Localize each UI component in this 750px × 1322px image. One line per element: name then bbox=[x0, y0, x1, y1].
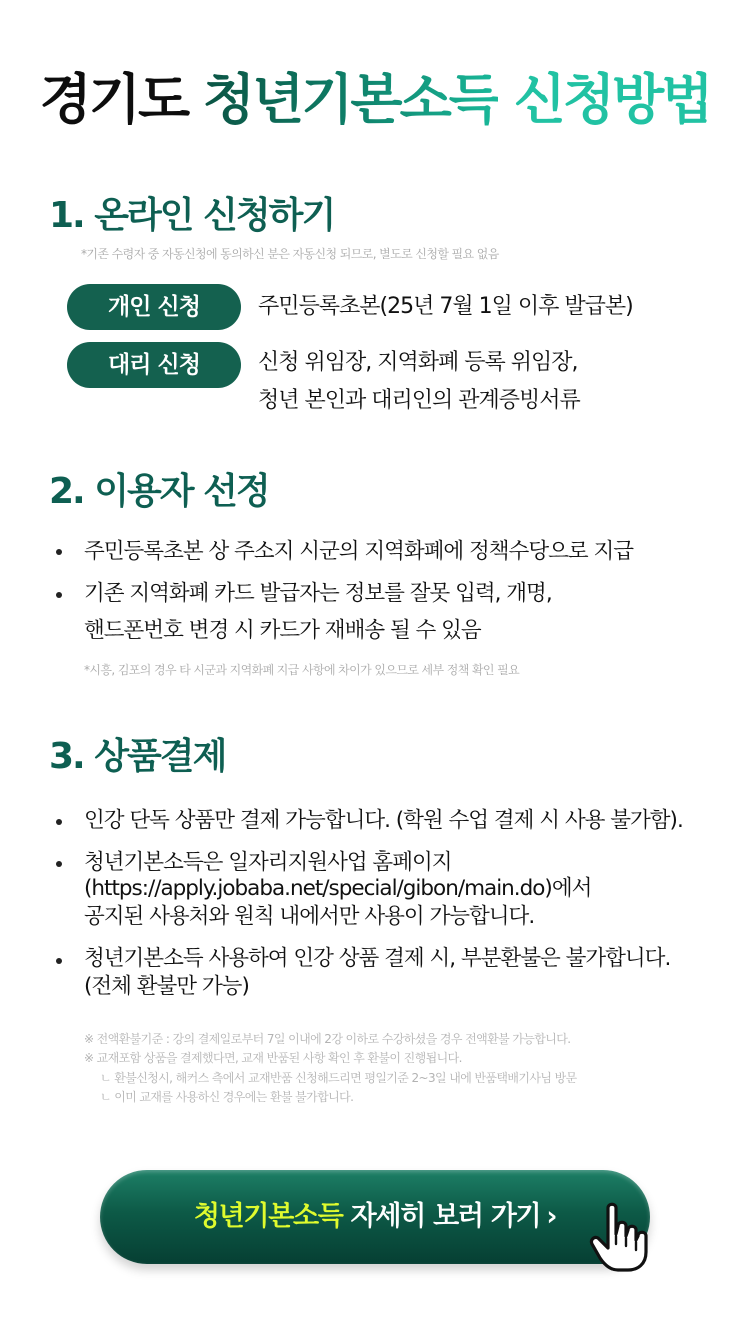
proxy-application-docs-line-2: 청년 본인과 대리인의 관계증빙서류 bbox=[258, 388, 580, 413]
personal-application-badge: 개인 신청 bbox=[67, 284, 241, 330]
personal-application-docs: 주민등록초본(25년 7월 1일 이후 발급본) bbox=[258, 294, 633, 319]
title-part-program: 청년기본소득 bbox=[202, 68, 498, 131]
refund-policy-line-4: ㄴ 이미 교재를 사용하신 경우에는 환불 불가합니다. bbox=[100, 1090, 354, 1104]
payment-bullet-2-line-2: (https://apply.jobaba.net/special/gibon/main.do)에서 bbox=[84, 876, 592, 901]
title-part-method: 신청방법 bbox=[497, 68, 711, 131]
pointing-hand-icon bbox=[588, 1200, 650, 1274]
auto-application-note: *기존 수령자 중 자동신청에 동의하신 분은 자동신청 되므로, 별도로 신청할 필요 없음 bbox=[81, 247, 499, 261]
siheung-gimpo-note: *시흥, 김포의 경우 타 시군과 지역화폐 지급 사항에 차이가 있으므로 세부 정책 확인 필요 bbox=[84, 663, 520, 677]
cta-text: 자세히 보러 가기 bbox=[342, 1201, 541, 1232]
view-details-button[interactable] bbox=[100, 1170, 650, 1264]
payment-bullet-3-line-2: (전체 환불만 가능) bbox=[84, 974, 249, 999]
title-part-region: 경기도 bbox=[39, 68, 203, 131]
selection-bullet-2-line-2: 핸드폰번호 변경 시 카드가 재배송 될 수 있음 bbox=[84, 618, 481, 643]
refund-policy-line-1: ※ 전액환불기준 : 강의 결제일로부터 7일 이내에 2강 이하로 수강하셨을 경우 전액환불 가능합니다. bbox=[84, 1032, 571, 1046]
chevron-right-icon: › bbox=[546, 1201, 557, 1232]
proxy-application-badge: 대리 신청 bbox=[67, 342, 241, 388]
selection-bullet-2-line-1: 기존 지역화폐 카드 발급자는 정보를 잘못 입력, 개명, bbox=[84, 581, 552, 606]
bullet-dot bbox=[56, 549, 62, 555]
proxy-application-docs-line-1: 신청 위임장, 지역화폐 등록 위임장, bbox=[258, 350, 578, 375]
page-title bbox=[0, 62, 750, 138]
payment-bullet-1: 인강 단독 상품만 결제 가능합니다. (학원 수업 결제 시 사용 불가함). bbox=[84, 808, 683, 833]
payment-bullet-3-line-1: 청년기본소득 사용하여 인강 상품 결제 시, 부분환불은 불가합니다. bbox=[84, 946, 671, 971]
bullet-dot bbox=[56, 861, 62, 867]
section-payment-heading: 3. 상품결제 bbox=[49, 736, 226, 777]
payment-bullet-2-line-1: 청년기본소득은 일자리지원사업 홈페이지 bbox=[84, 850, 452, 875]
bullet-dot bbox=[56, 819, 62, 825]
payment-bullet-2-line-3: 공지된 사용처와 원칙 내에서만 사용이 가능합니다. bbox=[84, 904, 535, 929]
bullet-dot bbox=[56, 958, 62, 964]
refund-policy-line-2: ※ 교재포함 상품을 결제했다면, 교재 반품된 사항 확인 후 환불이 진행됩니다. bbox=[84, 1051, 462, 1065]
bullet-dot bbox=[56, 592, 62, 598]
refund-policy-line-3: ㄴ 환불신청시, 해커스 측에서 교재반품 신청해드리면 평일기준 2~3일 내에 반품택배기사님 방문 bbox=[100, 1071, 577, 1085]
selection-bullet-1: 주민등록초본 상 주소지 시군의 지역화폐에 정책수당으로 지급 bbox=[84, 539, 634, 564]
section-online-application-heading: 1. 온라인 신청하기 bbox=[49, 195, 335, 236]
section-user-selection-heading: 2. 이용자 선정 bbox=[49, 471, 269, 512]
cta-highlight-text: 청년기본소득 bbox=[193, 1201, 343, 1232]
